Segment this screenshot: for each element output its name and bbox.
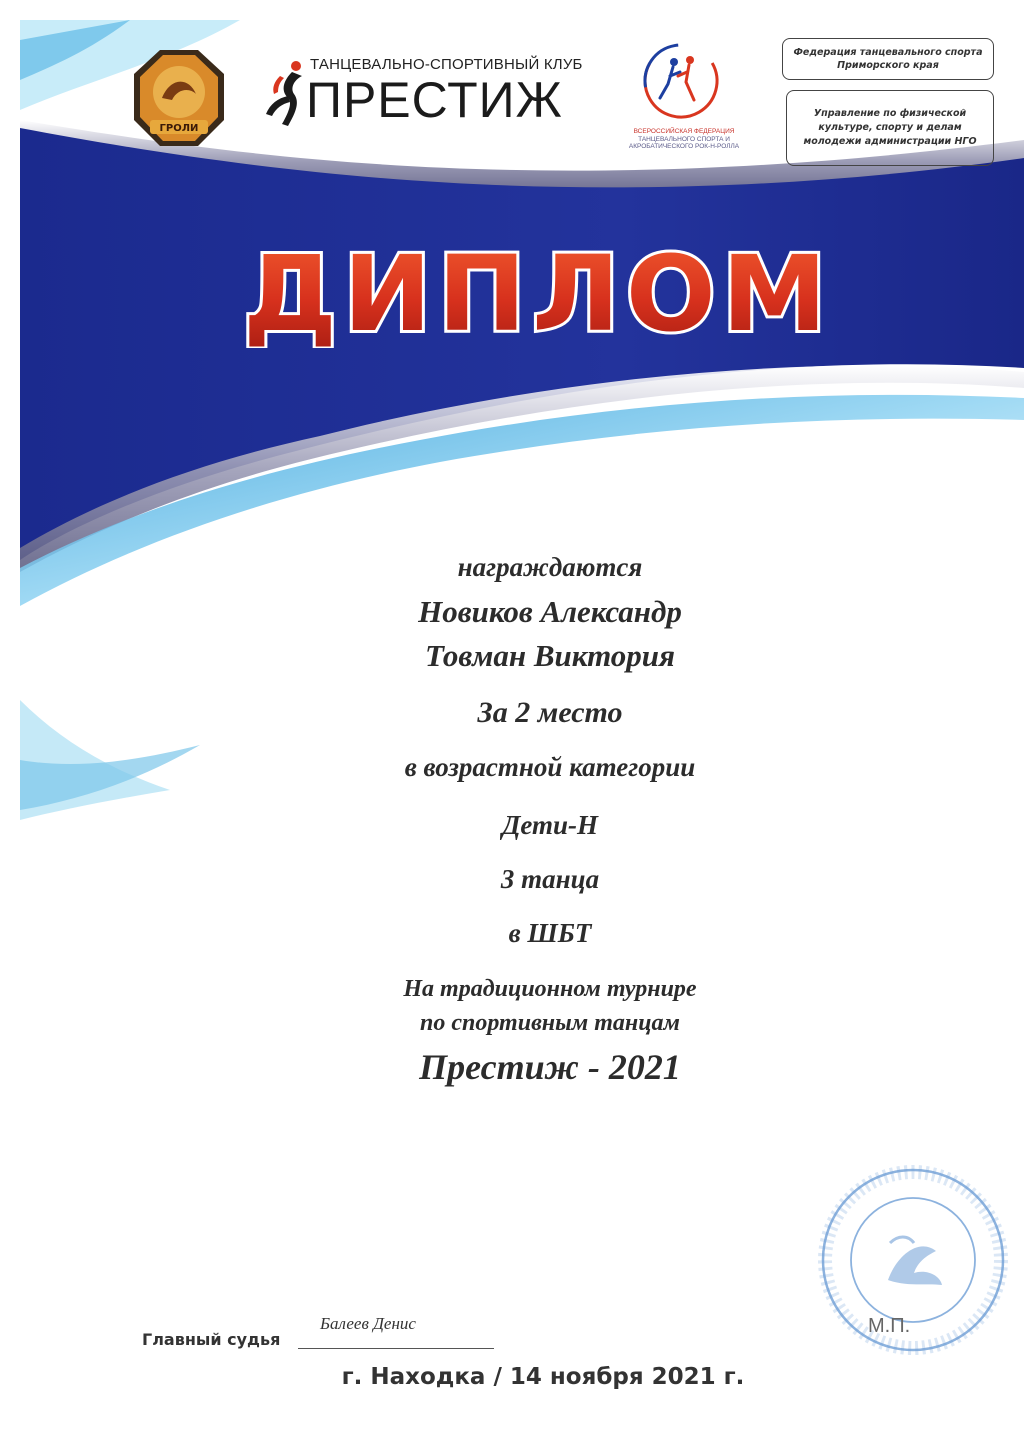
organizer-box-administration: Управление по физической культуре, спорту и делам молодежи администрации НГО bbox=[786, 90, 994, 166]
seal-place-label: М.П. bbox=[868, 1315, 911, 1337]
chief-judge-name: Балеев Денис bbox=[320, 1314, 416, 1333]
club-name: ПРЕСТИЖ bbox=[306, 72, 563, 128]
signature-line bbox=[298, 1348, 494, 1349]
organization-stamp bbox=[818, 1165, 1008, 1355]
club-emblem-logo bbox=[132, 48, 226, 148]
organizer-box-federation: Федерация танцевального спорта Приморского края bbox=[782, 38, 994, 80]
tournament-line-1: На традиционном турнире bbox=[403, 976, 697, 1002]
federation-caption-line2: ТАНЦЕВАЛЬНОГО СПОРТА И bbox=[638, 135, 730, 143]
place-text: За 2 место bbox=[477, 696, 623, 729]
tournament-line-2: по спортивным танцам bbox=[420, 1010, 680, 1036]
federation-caption bbox=[594, 128, 774, 151]
club-subtitle: ТАНЦЕВАЛЬНО-СПОРТИВНЫЙ КЛУБ bbox=[310, 56, 583, 73]
recipient-name-1: Новиков Александр bbox=[418, 594, 682, 629]
diploma-title: ДИПЛОМ bbox=[243, 238, 833, 348]
age-group-text: Дети-Н bbox=[501, 810, 599, 840]
category-intro-text: в возрастной категории bbox=[404, 752, 696, 782]
program-text: в ШБТ bbox=[508, 918, 592, 948]
dances-count-text: 3 танца bbox=[500, 864, 600, 894]
diploma-title-block bbox=[236, 238, 840, 348]
chief-judge-label: Главный судья bbox=[142, 1330, 281, 1349]
dancer-silhouette-icon bbox=[262, 58, 312, 130]
place-date-text: г. Находка / 14 ноября 2021 г. bbox=[341, 1364, 745, 1390]
federation-caption-line1: ВСЕРОССИЙСКАЯ ФЕДЕРАЦИЯ bbox=[633, 128, 735, 135]
club-logo-block bbox=[262, 52, 592, 136]
diploma-title-graphic bbox=[236, 238, 840, 348]
club-emblem-text: ГРОЛИ bbox=[159, 123, 199, 134]
federation-caption-line3: АКРОБАТИЧЕСКОГО РОК-Н-РОЛЛА bbox=[628, 143, 740, 150]
federation-logo bbox=[640, 40, 722, 122]
event-name: Престиж - 2021 bbox=[419, 1047, 681, 1087]
awarded-text: награждаются bbox=[457, 552, 643, 582]
recipient-name-2: Товман Виктория bbox=[425, 638, 675, 673]
